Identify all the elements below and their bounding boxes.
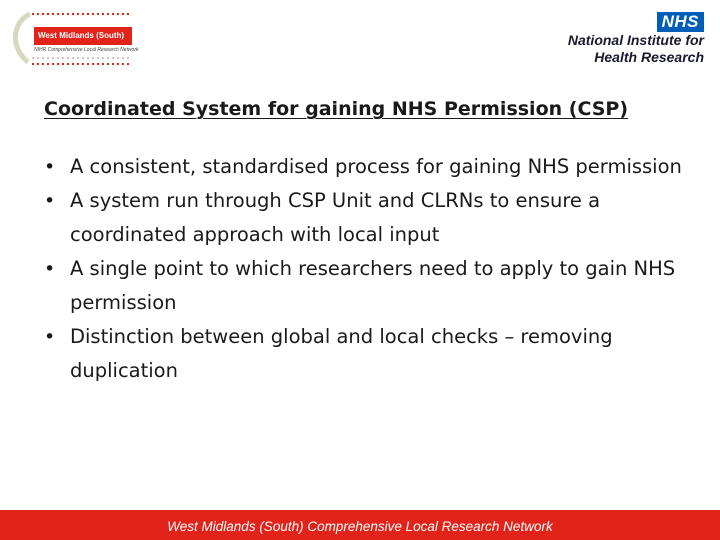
- bullet-item: [44, 252, 684, 320]
- bullet-text: A system run through CSP Unit and CLRNs to ensure a coordinated approach with local input: [70, 189, 601, 246]
- slide-title: Coordinated System for gaining NHS Permission (CSP): [44, 98, 629, 120]
- bullet-list: [44, 150, 684, 388]
- logo-name: West Midlands (South): [34, 27, 132, 45]
- bullet-dot-icon: •: [44, 258, 56, 280]
- bullet-item: [44, 184, 684, 252]
- bullet-text: A single point to which researchers need to apply to gain NHS permission: [70, 257, 676, 314]
- bullet-text: Distinction between global and local checks – removing duplication: [70, 325, 613, 382]
- bullet-text: A consistent, standardised process for gaining NHS permission: [70, 155, 682, 178]
- nhs-badge: NHS: [657, 12, 704, 32]
- bullet-dot-icon: •: [44, 156, 56, 178]
- footer-text: West Midlands (South) Comprehensive Local Research Network: [167, 519, 553, 534]
- footer-bar: [0, 510, 720, 540]
- nihr-logo: [534, 12, 704, 72]
- bullet-item: [44, 150, 684, 184]
- clrn-logo: [8, 8, 139, 72]
- bullet-dot-icon: •: [44, 190, 56, 212]
- bullet-item: [44, 320, 684, 388]
- bullet-dot-icon: •: [44, 326, 56, 348]
- nihr-line-1: National Institute for: [567, 32, 704, 48]
- nihr-line-2: Health Research: [594, 49, 704, 65]
- logo-tagline: NIHR Comprehensive Local Research Network: [34, 47, 139, 53]
